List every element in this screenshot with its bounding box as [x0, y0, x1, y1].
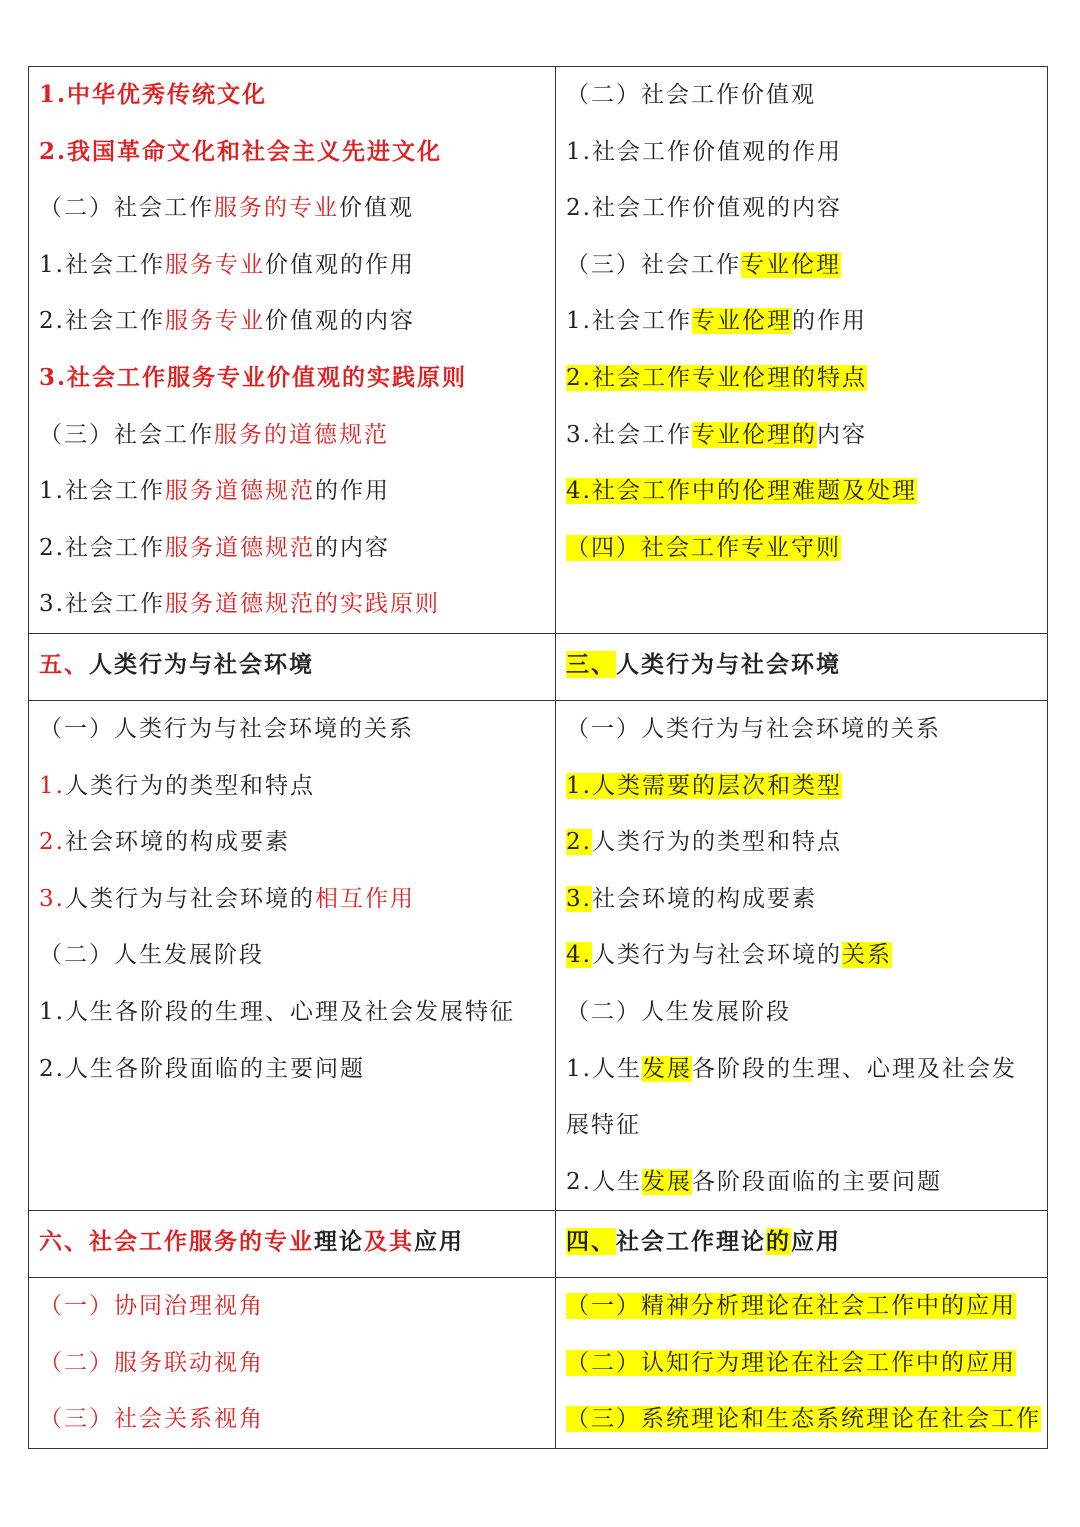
syllabus-comparison-table	[28, 66, 1048, 1449]
text-run: 人类行为的类型和特点	[591, 829, 842, 856]
outline-item	[566, 407, 1041, 464]
table-row	[29, 633, 1048, 700]
outline-item	[566, 1391, 1041, 1448]
text-run: 理论	[314, 1228, 364, 1256]
text-run: （二）人生发展阶段	[39, 942, 264, 969]
highlighted-text: 4.社会工作中的伦理难题及处理	[566, 478, 917, 505]
outline-item	[566, 293, 1041, 350]
outline-item	[39, 984, 549, 1041]
text-run: 六、社会工作	[39, 1228, 189, 1256]
text-run: 2.人生各阶段面临的主要问题	[39, 1055, 365, 1082]
section-heading	[39, 1211, 549, 1277]
highlighted-text: 2.	[566, 829, 592, 856]
outline-item	[566, 1278, 1041, 1335]
outline-item	[566, 758, 1041, 815]
outline-item	[39, 814, 549, 871]
left-cell	[29, 1211, 556, 1278]
text-run: 人类行为与社会环境的	[591, 942, 842, 969]
text-run: （三）社会工作	[39, 421, 214, 448]
line-list	[39, 701, 549, 1097]
text-run: 相互作用	[314, 885, 415, 912]
outline-item	[39, 1335, 549, 1392]
outline-item	[566, 927, 1041, 984]
text-run: 社会工作理论	[616, 1228, 766, 1256]
right-cell	[556, 700, 1048, 1210]
outline-item	[566, 1154, 1041, 1211]
text-run: 1.人生各阶段的生理、心理及社会发展特征	[39, 998, 515, 1025]
text-run: 服务道德规范	[164, 478, 315, 505]
highlighted-text: 3.	[566, 885, 592, 912]
outline-item	[566, 180, 1041, 237]
text-run: 的内容	[314, 534, 390, 561]
text-run: 服务道德规范	[164, 534, 315, 561]
outline-item	[39, 871, 549, 928]
text-run: 社会环境的构成要素	[64, 829, 290, 856]
text-run: 服务专业	[164, 308, 265, 335]
text-run: （二）服务联动视角	[39, 1349, 264, 1376]
outline-item	[39, 701, 549, 758]
outline-item	[39, 758, 549, 815]
highlighted-text: 关系	[841, 942, 892, 969]
text-run: 服务专业	[164, 251, 265, 278]
highlighted-text: 的	[766, 1228, 791, 1256]
highlighted-text: 发展	[641, 1055, 692, 1082]
outline-item	[39, 124, 549, 181]
text-run: 内容	[816, 421, 867, 448]
right-cell	[556, 1211, 1048, 1278]
text-run: （二）社会工作	[39, 195, 214, 222]
highlighted-text: （三）系统理论和生态系统理论在社会工作	[566, 1406, 1041, 1433]
outline-item	[39, 293, 549, 350]
text-run: 的作用	[314, 478, 390, 505]
highlighted-text: （二）认知行为理论在社会工作中的应用	[566, 1349, 1016, 1376]
outline-item	[566, 1335, 1041, 1392]
highlighted-text: 4.	[566, 942, 592, 969]
text-run: 五、	[39, 650, 89, 678]
text-run: 2.人生	[566, 1168, 642, 1195]
highlighted-text: 专业伦理	[691, 308, 792, 335]
text-run: （三）社会关系视角	[39, 1406, 264, 1433]
outline-item	[566, 984, 1041, 1041]
text-run: 3.	[39, 885, 65, 912]
text-run: （一）协同治理视角	[39, 1293, 264, 1320]
right-cell	[556, 633, 1048, 700]
text-run: 各阶段面临的主要问题	[691, 1168, 942, 1195]
outline-item	[566, 814, 1041, 871]
line-list	[566, 701, 1041, 1210]
outline-item	[566, 1041, 1041, 1154]
outline-item	[566, 124, 1041, 181]
outline-item	[39, 520, 549, 577]
text-run: 1.社会工作价值观的作用	[566, 138, 842, 165]
text-run: 1.社会工作	[39, 251, 165, 278]
highlighted-text: 四、	[566, 1228, 616, 1256]
line-list	[566, 1278, 1041, 1448]
left-cell	[29, 700, 556, 1210]
text-run: 1.人生	[566, 1055, 642, 1082]
table-row	[29, 1278, 1048, 1449]
text-run: 3.社会工作	[566, 421, 692, 448]
outline-item	[566, 520, 1041, 577]
text-run: 2.我国革命文化和社会主义先进文化	[39, 137, 443, 165]
text-run: 应用	[791, 1228, 841, 1256]
outline-item	[566, 871, 1041, 928]
text-run: 人类行为与社会环境的	[64, 885, 315, 912]
text-run: 2.社会工作	[39, 534, 165, 561]
outline-item	[39, 463, 549, 520]
outline-item	[39, 180, 549, 237]
text-run: 2.社会工作	[39, 308, 165, 335]
outline-item	[566, 350, 1041, 407]
text-run: 1.社会工作	[566, 308, 692, 335]
left-cell	[29, 67, 556, 634]
table-row	[29, 67, 1048, 634]
outline-item	[39, 1278, 549, 1335]
line-list	[566, 67, 1041, 576]
text-run: 人类行为的类型和特点	[64, 772, 315, 799]
text-run: （三）社会工作	[566, 251, 741, 278]
section-heading	[39, 634, 549, 700]
text-run: 价值观	[339, 195, 414, 222]
text-run: 服务的道德规范	[214, 421, 389, 448]
text-run: 服务的专业	[214, 195, 339, 222]
text-run: 价值观的作用	[264, 251, 415, 278]
text-run: 3.社会工作	[39, 591, 165, 618]
section-heading	[566, 634, 1041, 700]
text-run: （一）人类行为与社会环境的关系	[566, 715, 941, 742]
outline-item	[566, 463, 1041, 520]
outline-item	[566, 67, 1041, 124]
outline-item	[39, 927, 549, 984]
text-run: 2.社会工作价值观的内容	[566, 195, 842, 222]
text-run: （二）社会工作价值观	[566, 82, 816, 108]
text-run: 人类行为与社会环境	[89, 650, 314, 678]
highlighted-text: 专业伦理的	[691, 421, 817, 448]
right-cell	[556, 67, 1048, 634]
text-run: 1.中华优秀传统文化	[39, 81, 268, 108]
outline-item	[566, 701, 1041, 758]
text-run: 应用	[414, 1228, 464, 1256]
text-run: 服务的专业	[189, 1228, 314, 1256]
highlighted-text: 发展	[641, 1168, 692, 1195]
outline-item	[39, 237, 549, 294]
highlighted-text: 1.人类需要的层次和类型	[566, 772, 842, 799]
text-run: 1.社会工作	[39, 478, 165, 505]
highlighted-text: 专业伦理	[741, 251, 841, 278]
table-row	[29, 700, 1048, 1210]
document-page	[28, 66, 1048, 1449]
highlighted-text: （一）精神分析理论在社会工作中的应用	[566, 1293, 1016, 1320]
outline-item	[566, 237, 1041, 294]
text-run: 的作用	[791, 308, 867, 335]
line-list	[39, 1278, 549, 1448]
section-heading	[566, 1211, 1041, 1277]
text-run: 3.社会工作服务专业价值观的实践原则	[39, 363, 468, 391]
highlighted-text: 三、	[566, 650, 616, 678]
highlighted-text: 2.社会工作专业伦理的特点	[566, 364, 867, 391]
outline-item	[39, 576, 549, 633]
left-cell	[29, 1278, 556, 1449]
outline-item	[39, 1391, 549, 1448]
text-run: （一）人类行为与社会环境的关系	[39, 715, 414, 742]
outline-item	[39, 407, 549, 464]
text-run: （二）人生发展阶段	[566, 998, 791, 1025]
text-run: 社会环境的构成要素	[591, 885, 817, 912]
text-run: 1.	[39, 772, 65, 799]
text-run: 人类行为与社会环境	[616, 650, 841, 678]
outline-item	[39, 67, 549, 124]
left-cell	[29, 633, 556, 700]
outline-item	[39, 350, 549, 407]
outline-item	[39, 1041, 549, 1098]
table-row	[29, 1211, 1048, 1278]
right-cell	[556, 1278, 1048, 1449]
highlighted-text: （四）社会工作专业守则	[566, 534, 841, 561]
text-run: 服务道德规范的实践原则	[164, 591, 440, 618]
text-run: 及其	[364, 1228, 414, 1256]
line-list	[39, 67, 549, 633]
text-run: 各阶段的生理、心理及社会发展特征	[566, 1055, 1017, 1139]
text-run: 2.	[39, 829, 65, 856]
text-run: 价值观的内容	[264, 308, 415, 335]
